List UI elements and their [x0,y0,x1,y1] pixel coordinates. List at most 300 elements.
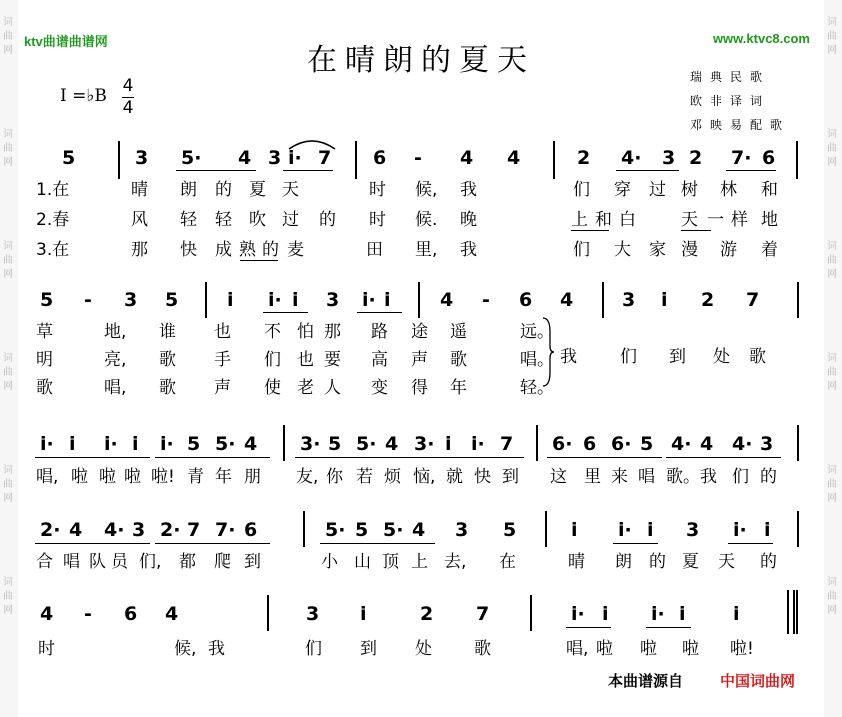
bar-line [530,595,532,631]
note: 3 [124,289,138,311]
side-watermark-left: 网 [3,45,13,56]
side-watermark-left: 词 [3,241,13,252]
lyric-syllable: 草 [36,322,53,342]
side-watermark-right: 词 [827,577,837,588]
lyric-syllable: 晚 [460,210,477,230]
lyric-syllable: 怕 [297,322,314,342]
lyric-syllable: 歌。 [666,467,700,487]
lyric-syllable: 到 [669,347,686,367]
site-watermark-right: www.ktvc8.com [712,31,810,46]
lyric-syllable: 我 [460,240,477,260]
note: 3 [132,519,146,541]
side-watermark-left: 词 [3,17,13,28]
bar-line [602,282,604,318]
side-watermark-right: 网 [827,269,837,280]
tie-arc [287,137,337,151]
lyric-syllable: 到 [502,467,519,487]
note: 3 [455,519,469,541]
lyric-syllable: 那 [324,322,341,342]
note: i [647,519,654,541]
lyric-syllable: 亮, [104,350,127,370]
lyric-syllable: 我 [208,639,225,659]
note: 2 [577,147,591,169]
side-watermark-left: 网 [3,157,13,168]
side-watermark-left: 曲 [3,479,13,490]
lyric-syllable: 处 [415,639,432,659]
lyric-syllable: 路 [371,322,388,342]
beam-underline [681,230,711,231]
lyric-syllable: 去, [444,552,467,572]
beam-underline [283,170,333,171]
lyric-syllable: 时 [369,180,386,200]
lyric-syllable: 的 [649,552,666,572]
note: i [602,603,609,625]
note: 7 [746,289,760,311]
lyric-syllable: 也 [297,350,314,370]
side-watermark-right: 词 [827,241,837,252]
note: 4· [621,147,642,169]
lyric-syllable: 啦! [730,639,754,659]
lyric-syllable: 轻。 [520,378,554,398]
note: i [69,433,76,455]
bar-line [796,590,798,634]
note: 7 [476,603,490,625]
note: 5· [356,433,377,455]
note: 3· [414,433,435,455]
side-watermark-left: 曲 [3,255,13,266]
lyric-syllable: 的 [262,240,279,260]
lyric-syllable: 谁 [159,322,176,342]
bar-line [787,590,789,634]
note: 4 [40,603,54,625]
bar-line [418,282,420,318]
lyric-syllable: 的 [215,180,232,200]
note: 2 [701,289,715,311]
lyric-syllable: 过 [282,210,299,230]
note: i· [104,433,118,455]
lyric-syllable: 风 [131,210,148,230]
note: 4 [560,289,574,311]
note: 4 [238,147,252,169]
note: 5· [383,519,404,541]
lyric-syllable: 唱, [566,639,589,659]
note: 3 [268,147,282,169]
lyric-syllable: 熟 [239,240,256,260]
note: 6· [611,433,632,455]
lyric-syllable: 晴 [568,552,585,572]
bar-line [536,425,538,461]
note: 6· [552,433,573,455]
side-watermark-left: 曲 [3,591,13,602]
beam-underline [547,457,662,458]
note: - [84,289,92,311]
note: i· [571,603,585,625]
lyric-syllable: 候, [174,639,197,659]
time-signature-top: 4 [122,76,134,96]
lyric-syllable: 变 [371,378,388,398]
lyric-syllable: 田 [366,240,383,260]
note: 3 [622,289,636,311]
note: 4 [460,147,474,169]
lyric-syllable: 途 [411,322,428,342]
lyric-syllable: 轻 [215,210,232,230]
note: 2 [689,147,703,169]
bar-line [545,511,547,547]
lyric-syllable: 都 [179,552,196,572]
note: 5 [355,519,369,541]
lyric-syllable: 朗 [615,552,632,572]
lyric-syllable: 们 [573,180,590,200]
bar-line [118,141,120,179]
note: i· [160,433,174,455]
bar-line [303,511,305,547]
credit-origin: 瑞典民歌 [690,70,771,84]
note: 5 [40,289,54,311]
lyric-syllable: 得 [411,378,428,398]
lyric-syllable: 夏 [682,552,699,572]
note: i [571,519,578,541]
beam-underline [566,627,611,628]
lyric-syllable: 啦 [596,639,613,659]
note: 4 [69,519,83,541]
side-watermark-left: 网 [3,381,13,392]
lyric-syllable: 远。 [520,322,554,342]
lyric-syllable: 歌 [159,350,176,370]
note: 4 [440,289,454,311]
lyric-syllable: 时 [38,639,55,659]
lyric-syllable: 啦! [151,467,175,487]
lyric-syllable: 就 [446,467,463,487]
note: 5 [640,433,654,455]
note: 3 [760,433,774,455]
note: 6 [762,147,776,169]
note: i· [40,433,54,455]
bar-line [553,141,555,179]
lyric-syllable: 不 [264,322,281,342]
lyric-syllable: 我 [700,467,717,487]
lyric-syllable: 青 [187,467,204,487]
lyric-syllable: 顶 [382,552,399,572]
source-label: 本曲谱源自 [608,673,684,690]
note: 2· [160,519,181,541]
lyric-syllable: 到 [360,639,377,659]
bar-line [796,141,798,179]
lyric-syllable: 林 [720,180,737,200]
note: i· [651,603,665,625]
source-site: 中国词曲网 [720,673,796,690]
lyric-syllable: 的 [760,467,777,487]
lyric-syllable: 那 [131,240,148,260]
time-signature [122,78,134,117]
lyric-syllable: 员 [111,552,128,572]
lyric-syllable: 歌 [159,378,176,398]
note: 5 [328,433,342,455]
lyric-syllable: 啦 [124,467,141,487]
note: i [360,603,367,625]
side-watermark-right: 网 [827,493,837,504]
lyric-syllable: 啦 [99,467,116,487]
side-watermark-left: 曲 [3,367,13,378]
note: 3 [686,519,700,541]
lyric-syllable: 老 [297,378,314,398]
note: 7 [187,519,201,541]
lyric-syllable: 上 [571,210,588,230]
note: 7· [731,147,752,169]
lyric-syllable: 着 [761,240,778,260]
lyric-syllable: 漫 [681,240,698,260]
note: 4· [104,519,125,541]
bar-line [797,425,799,461]
lyric-syllable: 过 [649,180,666,200]
lyric-syllable: 年 [450,378,467,398]
lyric-syllable: 轻 [180,210,197,230]
lyric-syllable: 的 [319,210,336,230]
note: 4 [385,433,399,455]
side-watermark-right: 网 [827,45,837,56]
note: i [292,289,299,311]
note: 3 [662,147,676,169]
note: i [445,433,452,455]
note: i· [268,289,282,311]
lyric-syllable: 唱, [104,378,127,398]
beam-underline [726,170,776,171]
lyric-syllable: 地 [761,210,778,230]
lyric-syllable: 歌 [36,378,53,398]
note: 6 [244,519,258,541]
lyric-syllable: 1.在 [36,180,70,200]
lyric-syllable: 天 [282,180,299,200]
note: 3· [300,433,321,455]
lyric-syllable: 2.春 [36,210,70,230]
side-watermark-right: 词 [827,465,837,476]
lyric-syllable: 明 [36,350,53,370]
note: - [482,289,490,311]
time-signature-bottom: 4 [122,98,134,118]
lyric-syllable: 高 [371,350,388,370]
lyric-syllable: 啦 [640,639,657,659]
lyric-syllable: 年 [215,467,232,487]
lyric-syllable: 晴 [131,180,148,200]
lyric-syllable: 麦 [287,240,304,260]
beam-underline [320,543,435,544]
lyric-syllable: 夏 [249,180,266,200]
note: 7 [318,147,332,169]
note: 5· [325,519,346,541]
side-watermark-right: 词 [827,17,837,28]
beam-underline [176,170,256,171]
side-watermark-right: 曲 [827,591,837,602]
lyric-syllable: 们, [139,552,162,572]
lyric-syllable: 候, [415,180,438,200]
note: i [384,289,391,311]
side-watermark-left: 网 [3,605,13,616]
credit-arranger: 邓映易配歌 [690,118,791,132]
side-watermark-left: 曲 [3,143,13,154]
beam-underline [240,260,278,261]
note: 7 [500,433,514,455]
bar-line [797,282,799,318]
lyric-syllable: 声 [214,378,231,398]
note: 3 [306,603,320,625]
lyric-syllable: 到 [244,552,261,572]
side-watermark-right: 词 [827,353,837,364]
credit-translator: 欧非译词 [690,94,771,108]
bar-line [205,282,207,318]
beam-underline [35,457,150,458]
note: - [414,147,422,169]
side-watermark-right: 曲 [827,367,837,378]
bar-line [793,590,795,634]
song-title: 在晴朗的夏天 [307,43,535,78]
lyric-syllable: 地, [104,322,127,342]
beam-underline [616,170,679,171]
lyric-syllable: 我 [560,347,577,367]
lyric-syllable: 唱 [63,552,80,572]
side-watermark-left: 网 [3,269,13,280]
lyric-syllable: 家 [649,240,666,260]
side-watermark-right: 网 [827,605,837,616]
lyric-syllable: 要 [324,350,341,370]
beam-underline [155,543,270,544]
lyric-syllable: 样 [731,210,748,230]
note: 4· [732,433,753,455]
note: 7· [215,519,236,541]
note: 6 [373,147,387,169]
lyric-syllable: 吹 [249,210,266,230]
lyric-syllable: 来 [611,467,628,487]
lyric-syllable: 歌 [474,639,491,659]
side-watermark-left: 网 [3,493,13,504]
lyric-syllable: 恼, [413,467,436,487]
lyric-syllable: 手 [214,350,231,370]
beam-underline [646,627,691,628]
beam-underline [263,312,308,313]
side-watermark-left: 词 [3,465,13,476]
lyric-syllable: 朗 [180,180,197,200]
lyric-syllable: 朋 [244,467,261,487]
lyric-syllable: 你 [326,467,343,487]
lyric-syllable: 人 [324,378,341,398]
note: 4· [671,433,692,455]
lyric-syllable: 遥 [450,322,467,342]
bar-line [267,595,269,631]
note: i· [471,433,485,455]
lyric-syllable: 树 [681,180,698,200]
site-watermark-left: ktv曲谱曲谱网 [24,34,108,49]
lyric-syllable: 若 [356,467,373,487]
beam-underline [571,230,609,231]
note: 6 [124,603,138,625]
beam-underline [155,457,270,458]
note: i [132,433,139,455]
lyric-syllable: 唱, [36,467,59,487]
side-watermark-right: 网 [827,381,837,392]
lyric-syllable: 大 [614,240,631,260]
note: 5 [187,433,201,455]
lyric-syllable: 声 [411,350,428,370]
side-watermark-left: 词 [3,353,13,364]
beam-underline [409,457,524,458]
lyric-syllable: 和 [761,180,778,200]
lyric-syllable: 我 [460,180,477,200]
lyric-syllable: 唱 [638,467,655,487]
lyric-syllable: 里 [584,467,601,487]
side-watermark-right: 曲 [827,31,837,42]
lyric-syllable: 歌 [450,350,467,370]
lyric-syllable: 处 [713,347,730,367]
bar-line [797,511,799,547]
side-watermark-left: 词 [3,577,13,588]
note: i [764,519,771,541]
note: i· [288,147,302,169]
note: i· [733,519,747,541]
lyric-syllable: 们 [264,350,281,370]
lyric-syllable: 烦 [384,467,401,487]
side-watermark-left: 曲 [3,31,13,42]
lyric-syllable: 合 [36,552,53,572]
lyric-syllable: 3.在 [36,240,70,260]
lyric-syllable: 这 [550,467,567,487]
note: i [661,289,668,311]
lyric-syllable: 队 [89,552,106,572]
side-watermark-right: 词 [827,129,837,140]
lyric-syllable: 歌 [749,347,766,367]
lyric-syllable: 使 [264,378,281,398]
lyric-syllable: 们 [620,347,637,367]
lyric-syllable: 里, [415,240,438,260]
note: i [679,603,686,625]
lyric-syllable: 们 [573,240,590,260]
lyric-syllable: 和 [595,210,612,230]
beam-underline [613,543,658,544]
note: i· [618,519,632,541]
lyric-syllable: 白 [619,210,636,230]
note: 6 [519,289,533,311]
note: 4 [412,519,426,541]
lyric-syllable: 也 [214,322,231,342]
side-watermark-left: 词 [3,129,13,140]
verse-brace [541,316,555,388]
lyric-syllable: 天 [718,552,735,572]
note: 5 [503,519,517,541]
note: - [84,603,92,625]
lyric-syllable: 一 [707,210,724,230]
lyric-syllable: 快 [180,240,197,260]
lyric-syllable: 时 [369,210,386,230]
beam-underline [666,457,781,458]
note: 2· [40,519,61,541]
note: 2 [420,603,434,625]
note: 5· [181,147,202,169]
note: i [227,289,234,311]
note: 4 [165,603,179,625]
lyric-syllable: 唱。 [520,350,554,370]
lyric-syllable: 游 [720,240,737,260]
lyric-syllable: 上 [411,552,428,572]
note: 4 [700,433,714,455]
beam-underline [728,543,773,544]
beam-underline [357,312,402,313]
lyric-syllable: 啦 [682,639,699,659]
lyric-syllable: 啦 [71,467,88,487]
lyric-syllable: 天 [681,210,698,230]
note: i [733,603,740,625]
lyric-syllable: 爬 [214,552,231,572]
bar-line [355,141,357,179]
lyric-syllable: 候. [415,210,438,230]
lyric-syllable: 快 [474,467,491,487]
lyric-syllable: 们 [305,639,322,659]
